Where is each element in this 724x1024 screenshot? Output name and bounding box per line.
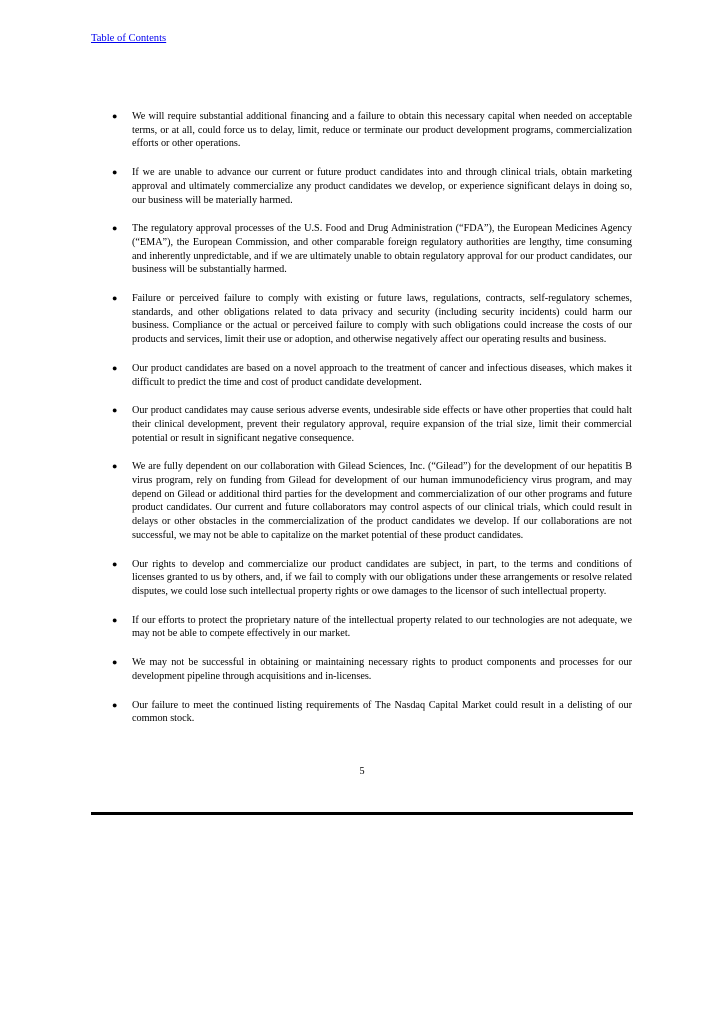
risk-item — [0, 699, 724, 726]
risk-item — [0, 222, 724, 277]
risk-factor-summary-list — [0, 110, 724, 741]
risk-item — [0, 292, 724, 347]
risk-item — [0, 460, 724, 542]
page-divider — [91, 812, 633, 815]
bullet-icon: ● — [112, 111, 118, 121]
risk-item-text: If we are unable to advance our current or future product candidates into and through clinical trials, obtain marketing approval and ultimately commercialize any product candidates we develop, or experience significant delays in doing so, our business will be materially harmed. — [132, 167, 632, 206]
risk-item — [0, 362, 724, 389]
risk-item-text: The regulatory approval processes of the U.S. Food and Drug Administration (“FDA”), the European Medicines Agency (“EMA”), the European Commission, and other comparable foreign regulatory authorities are lengthy, time consuming and inherently unpredictable, and if we are ultimately unable to obtain regulatory approval for our product candidates, our business will be substantially harmed. — [132, 223, 632, 276]
risk-item-text: We may not be successful in obtaining or maintaining necessary rights to product components and processes for our development pipeline through acquisitions and in-licenses. — [132, 657, 632, 682]
bullet-icon: ● — [112, 167, 118, 178]
risk-item — [0, 656, 724, 683]
risk-item-text: Our rights to develop and commercialize our product candidates are subject, in part, to the terms and conditions of licenses granted to us by others, and, if we fail to comply with our obligations under these arrangements or resolve related disputes, we could lose such intellectual property rights or owe damages to the licensor of such intellectual property. — [132, 558, 632, 597]
bullet-icon: ● — [112, 223, 118, 234]
risk-item — [0, 166, 724, 207]
bullet-icon: ● — [112, 362, 118, 373]
risk-item — [0, 404, 724, 445]
bullet-icon: ● — [112, 405, 118, 416]
risk-item-text: We are fully dependent on our collaboration with Gilead Sciences, Inc. (“Gilead”) for the development of our hepatitis B virus program, rely on funding from Gilead for development of our human immunodeficiency virus program, and may depend on Gilead or additional third parties for the development and commercialization of our other programs and future product candidates. Our current and future collaborators may control aspects of our clinical trials, which could result in delays or other obstacles in the commercialization of the product candidates we develop. If our collaborations are not successful, we may not be able to capitalize on the market potential of these product candidates. — [132, 461, 632, 541]
bullet-icon: ● — [112, 558, 118, 569]
risk-item — [0, 558, 724, 599]
risk-item — [0, 614, 724, 641]
risk-item-text: Failure or perceived failure to comply with existing or future laws, regulations, contracts, self-regulatory schemes, standards, and other obligations related to data privacy and security (including security incidents) could harm our business. Compliance or the actual or perceived failure to comply with such obligations could increase the costs of our products and services, limit their use or adoption, and otherwise negatively affect our operating results and business. — [132, 293, 632, 346]
table-of-contents-link[interactable]: Table of Contents — [91, 33, 167, 44]
risk-item-text: If our efforts to protect the proprietary nature of the intellectual property related to our technologies are not adequate, we may not be able to compete effectively in our market. — [132, 614, 632, 640]
risk-item-text: Our product candidates are based on a novel approach to the treatment of cancer and infectious diseases, which makes it difficult to predict the time and cost of product candidate development. — [132, 362, 632, 388]
risk-item-text: Our product candidates may cause serious adverse events, undesirable side effects or have other properties that could halt their clinical development, prevent their regulatory approval, require expansion of the trial size, limit their commercial potential or result in significant negative consequence. — [132, 405, 632, 444]
risk-item-text: Our failure to meet the continued listing requirements of The Nasdaq Capital Market could result in a delisting of our common stock. — [132, 699, 632, 725]
bullet-icon: ● — [112, 614, 118, 625]
bullet-icon: ● — [112, 699, 118, 710]
risk-item — [0, 110, 724, 151]
bullet-icon: ● — [112, 461, 118, 472]
page-number: 5 — [359, 766, 365, 777]
bullet-icon: ● — [112, 293, 118, 304]
bullet-icon: ● — [112, 657, 118, 668]
risk-item-text: We will require substantial additional financing and a failure to obtain this necessary capital when needed on acceptable terms, or at all, could force us to delay, limit, reduce or terminate our product development programs, commercialization efforts or other operations. — [132, 111, 632, 150]
